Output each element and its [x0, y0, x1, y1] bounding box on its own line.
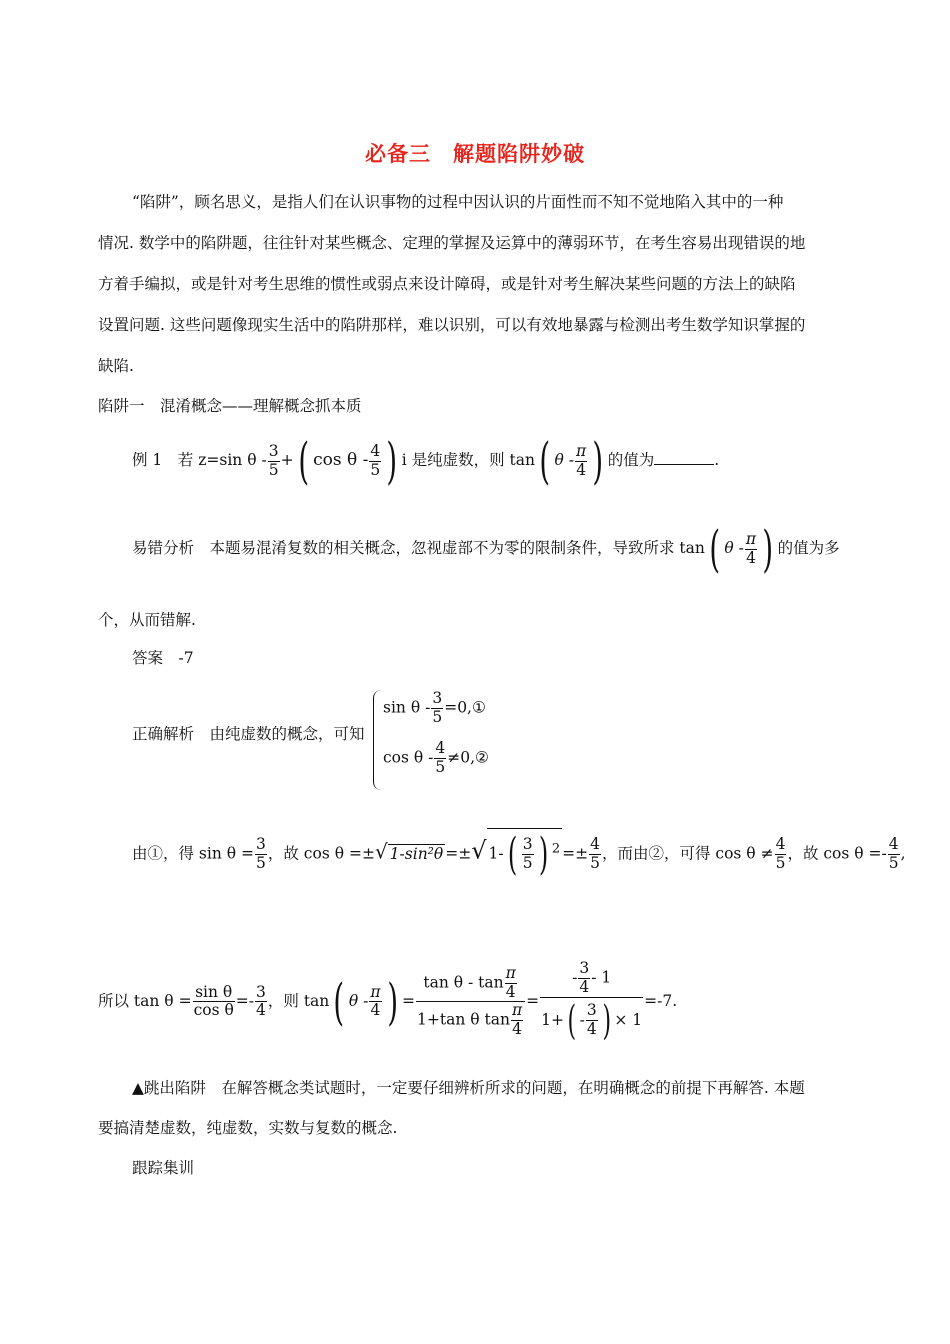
escape-line-1: ▲跳出陷阱 在解答概念类试题时，一定要仔细辨析所求的问题，在明确概念的前提下再解答. 本题 — [132, 1079, 805, 1097]
error-analysis-line2: 个，从而错解. — [98, 611, 196, 629]
example-1: 例 1 若 z=sin θ - $\frac{3}{5}$ +( cos θ - $\frac{4}{5}$ ) i 是纯虚数，则 tan( θ - $\frac{\pi}{4}$ ) 的值为 . — [132, 432, 720, 490]
example-label: 例 1 若 z=sin θ - — [132, 451, 267, 469]
big-fraction-2: - $\frac{3}{4}$ - 1 1+( - $\frac{3}{4}$ ) × 1 — [541, 959, 643, 1044]
big-fraction-1: tan θ - tan $\frac{\pi}{4}$ 1+tan θ tan $\frac{\pi}{4}$ — [416, 965, 525, 1039]
left-brace — [373, 690, 382, 790]
answer-blank — [654, 448, 714, 465]
answer: 答案 -7 — [132, 649, 194, 667]
intro-line-2: 情况. 数学中的陷阱题，往往针对某些概念、定理的掌握及运算中的薄弱环节，在考生容易出现错误的地 — [98, 234, 806, 252]
step-2: 由①，得 sin θ = $\frac{3}{5}$ ，故 cos θ =±√ 1-sin²θ =±√ 1-( $\frac{3}{5}$ ) $^2$ =± $\frac{4}{5}$ ，而由②，可得 cos θ ≠ $\frac{4}{5}$ ，故 cos θ =- $\frac{4}{5}$ , — [132, 829, 906, 880]
equation-1: sin θ - $\frac{3}{5}$ =0,① — [383, 689, 486, 726]
fraction: $\frac{3}{5}$ — [268, 441, 279, 479]
escape-line-2: 要搞清楚虚数，纯虚数，实数与复数的概念. — [98, 1119, 398, 1137]
follow-up-heading: 跟踪集训 — [132, 1159, 195, 1177]
intro-line-3: 方着手编拟，或是针对考生思维的惯性或弱点来设计障碍，或是针对考生解决某些问题的方法上的缺陷 — [98, 275, 796, 293]
intro-line-4: 设置问题. 这些问题像现实生活中的陷阱那样，难以识别，可以有效地暴露与检测出考生数学知识掌握的 — [98, 316, 806, 334]
intro-line-5: 缺陷. — [98, 357, 134, 375]
trap1-heading: 陷阱一 混淆概念——理解概念抓本质 — [98, 397, 362, 415]
step-3: 所以 tan θ = $\frac{\text{sin θ}}{\text{cos θ}}$ =- $\frac{3}{4}$ ，则 tan( θ - $\frac{\pi}{4}$ ) = tan θ - tan $\frac{\pi}{4}$ 1+tan θ tan $\frac{\pi}{4}$ = - $\frac{3}{4}$ - 1 1+( - $\frac{3}{4}$ ) × 1 =-7. — [98, 959, 678, 1044]
page-title: 必备三 解题陷阱妙破 — [365, 141, 585, 166]
error-analysis: 易错分析 本题易混淆复数的相关概念，忽视虚部不为零的限制条件，导致所求 tan( θ - $\frac{\pi}{4}$ ) 的值为多 — [132, 520, 840, 578]
intro-line-1: “陷阱”，顾名思义，是指人们在认识事物的过程中因认识的片面性而不知不觉地陷入其中的一种 — [132, 193, 784, 211]
equation-2: cos θ - $\frac{4}{5}$ ≠0,② — [383, 739, 489, 776]
solution-label: 正确解析 由纯虚数的概念，可知 — [132, 725, 365, 743]
